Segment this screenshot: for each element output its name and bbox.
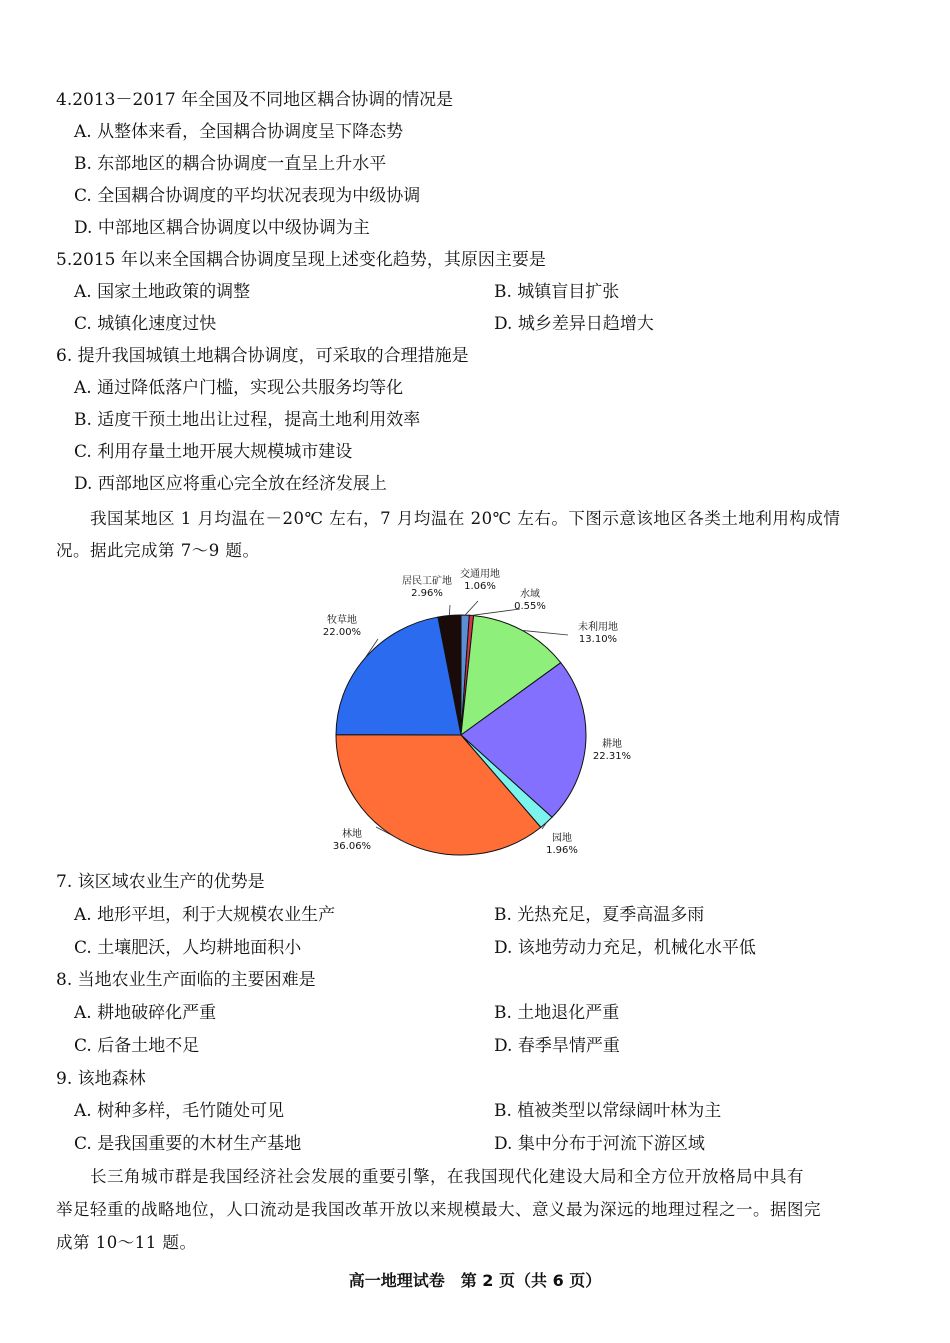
q9-option-c: C. 是我国重要的木材生产基地 bbox=[74, 1134, 302, 1154]
slice-value-label: 13.10% bbox=[578, 634, 618, 645]
q7-option-b: B. 光热充足，夏季高温多雨 bbox=[494, 905, 705, 925]
q9-stem: 9. 该地森林 bbox=[56, 1069, 146, 1089]
q6-option-d: D. 西部地区应将重心完全放在经济发展上 bbox=[74, 474, 387, 494]
slice-value-label: 22.00% bbox=[322, 627, 362, 638]
slice-name-label: 林地 bbox=[342, 829, 362, 840]
intro-10-11-line2: 举足轻重的战略地位，人口流动是我国改革开放以来规模最大、意义最为深远的地理过程之一。据图完 bbox=[56, 1200, 821, 1219]
slice-value-label: 0.55% bbox=[514, 601, 546, 612]
q8-option-d: D. 春季旱情严重 bbox=[494, 1036, 620, 1056]
slice-name-label: 交通用地 bbox=[460, 569, 500, 580]
q6-option-a: A. 通过降低落户门槛，实现公共服务均等化 bbox=[74, 378, 404, 398]
q6-stem: 6. 提升我国城镇土地耦合协调度，可采取的合理措施是 bbox=[56, 346, 469, 366]
q8-stem: 8. 当地农业生产面临的主要困难是 bbox=[56, 970, 316, 990]
slice-name-label: 未利用地 bbox=[578, 622, 618, 633]
intro-10-11-line3: 成第 10～11 题。 bbox=[56, 1233, 197, 1252]
slice-value-label: 1.96% bbox=[546, 845, 578, 856]
q5-option-a: A. 国家土地政策的调整 bbox=[74, 282, 251, 302]
q5-stem: 5.2015 年以来全国耦合协调度呈现上述变化趋势，其原因主要是 bbox=[56, 250, 546, 270]
q9-option-b: B. 植被类型以常绿阔叶林为主 bbox=[494, 1101, 722, 1121]
q8-option-a: A. 耕地破碎化严重 bbox=[74, 1003, 217, 1023]
q4-option-b: B. 东部地区的耦合协调度一直呈上升水平 bbox=[74, 154, 387, 174]
intro-7-9-line1: 我国某地区 1 月均温在－20℃ 左右，7 月均温在 20℃ 左右。下图示意该地区各类土地利用构成情 bbox=[90, 509, 841, 528]
page-footer: 高一地理试卷 第 2 页（共 6 页） bbox=[348, 1271, 602, 1290]
slice-name-label: 园地 bbox=[552, 833, 572, 844]
slice-name-label: 水域 bbox=[520, 589, 540, 600]
land-use-pie-chart bbox=[300, 565, 650, 865]
slice-value-label: 1.06% bbox=[464, 581, 496, 592]
intro-7-9-line2: 况。据此完成第 7～9 题。 bbox=[56, 541, 260, 560]
leader-line bbox=[465, 601, 478, 615]
q7-option-c: C. 土壤肥沃，人均耕地面积小 bbox=[74, 938, 302, 958]
slice-value-label: 36.06% bbox=[332, 841, 372, 852]
q7-stem: 7. 该区域农业生产的优势是 bbox=[56, 872, 265, 892]
q5-option-b: B. 城镇盲目扩张 bbox=[494, 282, 620, 302]
q4-option-a: A. 从整体来看，全国耦合协调度呈下降态势 bbox=[74, 122, 404, 142]
slice-value-label: 22.31% bbox=[592, 751, 632, 762]
slice-value-label: 2.96% bbox=[411, 588, 443, 599]
q9-option-a: A. 树种多样，毛竹随处可见 bbox=[74, 1101, 285, 1121]
q7-option-a: A. 地形平坦，利于大规模农业生产 bbox=[74, 905, 336, 925]
q4-option-c: C. 全国耦合协调度的平均状况表现为中级协调 bbox=[74, 186, 421, 206]
q5-option-d: D. 城乡差异日趋增大 bbox=[494, 314, 654, 334]
q4-option-d: D. 中部地区耦合协调度以中级协调为主 bbox=[74, 218, 370, 238]
slice-name-label: 居民工矿地 bbox=[402, 576, 452, 587]
q8-option-b: B. 土地退化严重 bbox=[494, 1003, 620, 1023]
leader-line bbox=[471, 609, 520, 615]
q6-option-b: B. 适度干预土地出让过程，提高土地利用效率 bbox=[74, 410, 421, 430]
leader-line bbox=[449, 605, 450, 616]
q5-option-c: C. 城镇化速度过快 bbox=[74, 314, 217, 334]
q8-option-c: C. 后备土地不足 bbox=[74, 1036, 200, 1056]
q9-option-d: D. 集中分布于河流下游区域 bbox=[494, 1134, 705, 1154]
q7-option-d: D. 该地劳动力充足，机械化水平低 bbox=[494, 938, 756, 958]
slice-name-label: 牧草地 bbox=[327, 615, 357, 626]
q6-option-c: C. 利用存量土地开展大规模城市建设 bbox=[74, 442, 353, 462]
q4-stem: 4.2013－2017 年全国及不同地区耦合协调的情况是 bbox=[56, 90, 454, 110]
slice-name-label: 耕地 bbox=[602, 739, 622, 750]
intro-10-11-line1: 长三角城市群是我国经济社会发展的重要引擎，在我国现代化建设大局和全方位开放格局中具有 bbox=[90, 1167, 804, 1186]
